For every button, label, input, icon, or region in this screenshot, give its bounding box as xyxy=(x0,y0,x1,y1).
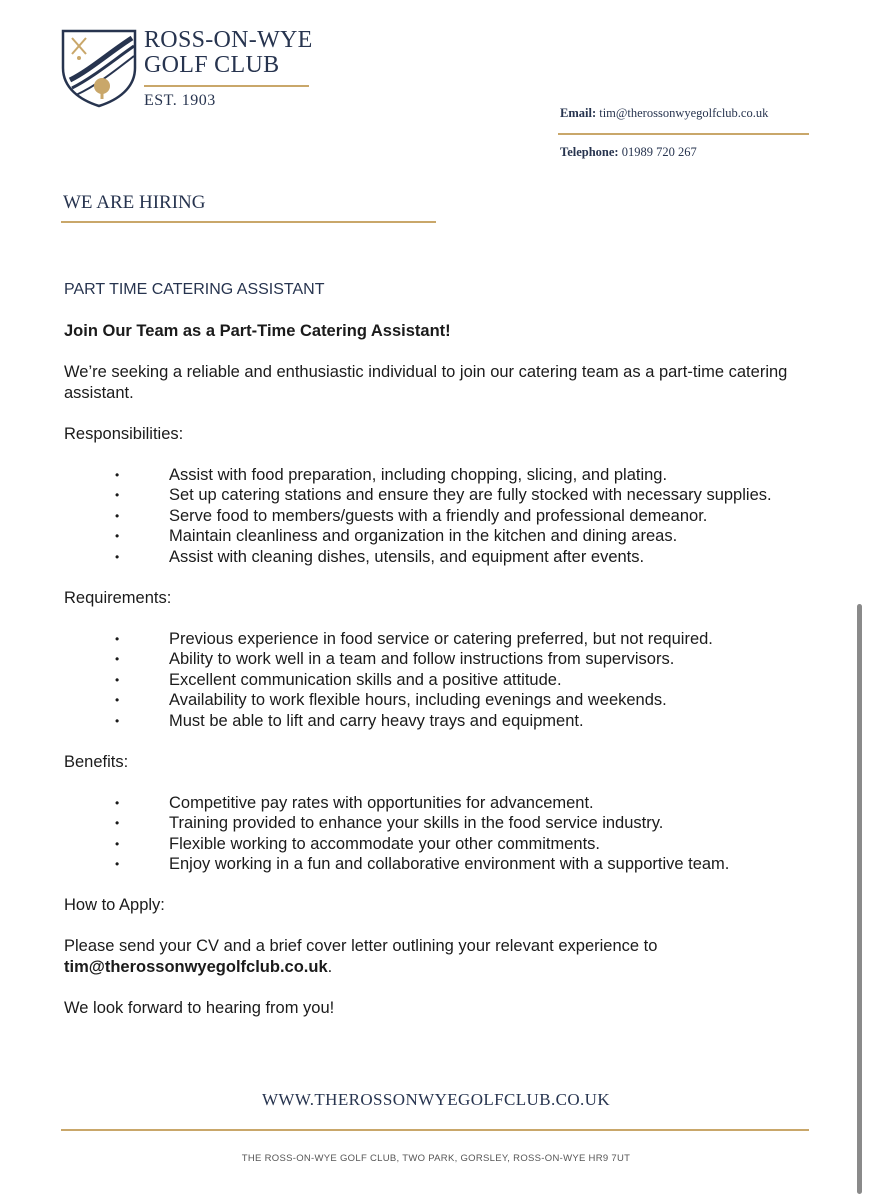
club-name xyxy=(144,28,313,78)
club-crest-logo xyxy=(60,28,138,108)
responsibilities-heading: Responsibilities: xyxy=(64,424,184,443)
benefits-heading: Benefits: xyxy=(64,752,129,771)
email-contact xyxy=(560,106,768,121)
job-posting xyxy=(64,280,804,1018)
email-label: Email: xyxy=(560,106,597,120)
established-year: EST. 1903 xyxy=(144,92,216,109)
list-item: • Competitive pay rates with opportunities for advancement. xyxy=(115,793,594,812)
list-item: • Serve food to members/guests with a friendly and professional demeanor. xyxy=(115,506,708,525)
list-item: • Assist with food preparation, including chopping, slicing, and plating. xyxy=(115,465,668,484)
phone-contact xyxy=(560,145,697,160)
responsibilities-list xyxy=(64,465,804,568)
job-intro: We’re seeking a reliable and enthusiastic individual to join our catering team as a part-time catering assistant. xyxy=(64,363,788,402)
website-link[interactable]: WWW.THEROSSONWYEGOLFCLUB.CO.UK xyxy=(261,1090,611,1109)
job-headline: Join Our Team as a Part-Time Catering Assistant! xyxy=(64,322,451,340)
list-item: • Availability to work flexible hours, including evenings and weekends. xyxy=(115,691,667,709)
section-divider xyxy=(61,221,436,223)
list-item: • Maintain cleanliness and organization in the kitchen and dining areas. xyxy=(115,527,678,545)
email-link[interactable]: tim@therossonwyegolfclub.co.uk xyxy=(599,106,769,120)
club-name-line2: GOLF CLUB xyxy=(144,52,280,78)
benefits-list xyxy=(64,793,804,875)
list-item: • Set up catering stations and ensure they are fully stocked with necessary supplies. xyxy=(115,486,772,504)
club-address: THE ROSS-ON-WYE GOLF CLUB, TWO PARK, GORSLEY, ROSS-ON-WYE HR9 7UT xyxy=(241,1153,631,1164)
section-title: WE ARE HIRING xyxy=(63,192,206,213)
footer-divider xyxy=(61,1129,809,1131)
apply-email-link[interactable]: tim@therossonwyegolfclub.co.uk xyxy=(64,957,328,976)
logo-divider xyxy=(144,85,309,87)
list-item: • Flexible working to accommodate your other commitments. xyxy=(115,834,600,853)
list-item: • Previous experience in food service or catering preferred, but not required. xyxy=(115,629,713,648)
vertical-scrollbar[interactable] xyxy=(857,604,862,1194)
requirements-heading: Requirements: xyxy=(64,588,172,607)
club-name-line1: ROSS-ON-WYE xyxy=(144,27,313,53)
closing-line: We look forward to hearing from you! xyxy=(64,998,335,1017)
apply-instructions: Please send your CV and a brief cover letter outlining your relevant experience to tim@therossonwyegolfclub.co.uk. xyxy=(64,937,658,976)
list-item: • Assist with cleaning dishes, utensils, and equipment after events. xyxy=(115,547,645,566)
list-item: • Must be able to lift and carry heavy trays and equipment. xyxy=(115,711,584,730)
job-title: PART TIME CATERING ASSISTANT xyxy=(64,281,325,298)
list-item: • Enjoy working in a fun and collaborative environment with a supportive team. xyxy=(115,855,730,873)
requirements-list xyxy=(64,629,804,732)
phone-label: Telephone: xyxy=(560,145,619,159)
apply-heading: How to Apply: xyxy=(64,896,165,914)
list-item: • Excellent communication skills and a positive attitude. xyxy=(115,670,562,689)
contact-divider xyxy=(558,133,809,135)
phone-number[interactable]: 01989 720 267 xyxy=(621,145,697,159)
list-item: • Ability to work well in a team and follow instructions from supervisors. xyxy=(115,650,675,668)
list-item: • Training provided to enhance your skills in the food service industry. xyxy=(115,814,664,832)
